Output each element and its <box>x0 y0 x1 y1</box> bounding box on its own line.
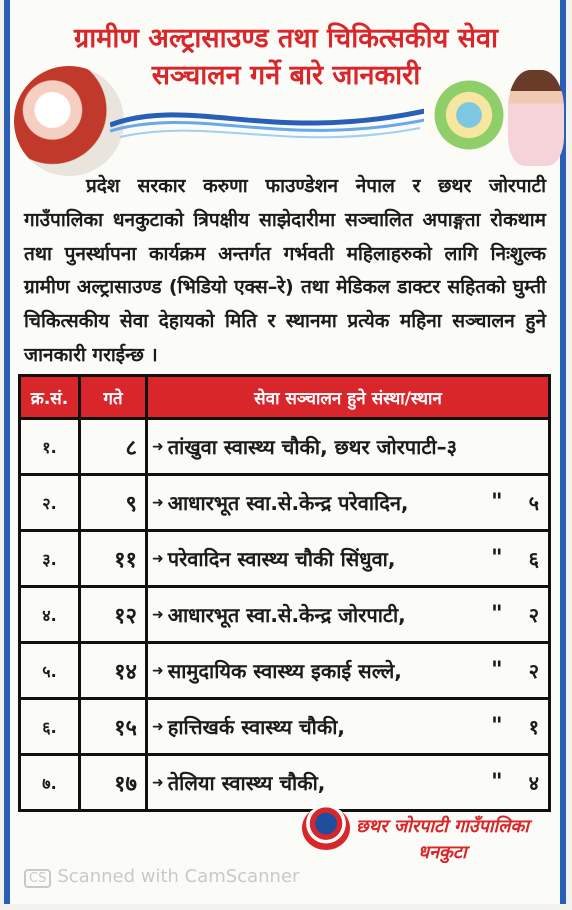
cell-serial: ५. <box>20 643 80 699</box>
pregnant-woman-illustration <box>508 70 564 166</box>
cell-place <box>147 475 550 531</box>
cell-date: १५ <box>80 699 147 755</box>
schedule-table <box>18 374 551 812</box>
wave-decoration <box>110 95 430 145</box>
place-name: तेलिया स्वास्थ्य चौकी, <box>167 771 326 795</box>
cell-serial: ४. <box>20 587 80 643</box>
poster-title-line1: ग्रामीण अल्ट्रासाउण्ड तथा चिकित्सकीय सेवा <box>74 23 498 54</box>
header-date: गते <box>80 376 147 419</box>
arrow-right-icon: ➜ <box>152 550 164 567</box>
ditto-mark: " <box>491 546 503 571</box>
cell-place <box>147 587 550 643</box>
place-name: परेवादिन स्वास्थ्य चौकी सिंधुवा, <box>167 547 396 571</box>
cell-serial: ६. <box>20 699 80 755</box>
cell-date: ८ <box>80 419 147 475</box>
header-serial: क्र.सं. <box>20 376 80 419</box>
table-row <box>20 531 550 587</box>
place-name: आधारभूत स्वा.से.केन्द्र जोरपाटी, <box>167 603 406 627</box>
table-row <box>20 755 550 811</box>
table-row <box>20 587 550 643</box>
arrow-right-icon: ➜ <box>152 606 164 623</box>
watermark-text: Scanned with CamScanner <box>57 866 300 887</box>
ward-number: २ <box>528 603 539 627</box>
org-district: धनकुटा <box>418 842 467 863</box>
cell-place <box>147 419 550 475</box>
cell-place <box>147 699 550 755</box>
cell-date: ९ <box>80 475 147 531</box>
place-name: हात्तिखर्क स्वास्थ्य चौकी, <box>167 715 345 739</box>
ditto-mark: " <box>491 714 503 739</box>
header-place: सेवा सञ्चालन हुने संस्था/स्थान <box>147 376 550 419</box>
cell-place <box>147 531 550 587</box>
municipality-logo <box>302 806 350 850</box>
place-name: आधारभूत स्वा.से.केन्द्र परेवादिन, <box>167 491 409 515</box>
ward-number: ५ <box>528 491 539 515</box>
cell-date: १४ <box>80 643 147 699</box>
scanner-watermark <box>24 866 299 888</box>
ditto-mark: " <box>491 602 503 627</box>
arrow-right-icon: ➜ <box>152 494 164 511</box>
notice-paragraph: प्रदेश सरकार करुणा फाउण्डेशन नेपाल र छथर जोरपाटी गाउँपालिका धनकुटाको त्रिपक्षीय साझेदारीमा सञ्चालित अपाङ्गता रोकथाम तथा पुनर्स्थापना कार्यक्रम अन्तर्गत गर्भवती महिलाहरुको लागि निःशुल्क ग्रामीण अल्ट्रासाउण्ड (भिडियो एक्स–रे) तथा मेडिकल डाक्टर सहितको घुम्ती चिकित्सकीय सेवा देहायको मिति र स्थानमा प्रत्येक महिना सञ्चालन हुने जानकारी गराईन्छ । <box>24 175 546 366</box>
cell-date: १२ <box>80 587 147 643</box>
ward-number: २ <box>528 659 539 683</box>
cell-serial: ३. <box>20 531 80 587</box>
cell-date: ११ <box>80 531 147 587</box>
ward-number: ६ <box>528 547 539 571</box>
cell-place <box>147 643 550 699</box>
table-row <box>20 419 550 475</box>
place-name: सामुदायिक स्वास्थ्य इकाई सल्ले, <box>167 659 402 683</box>
arrow-right-icon: ➜ <box>152 718 164 735</box>
ultrasound-illustration <box>424 80 514 150</box>
table-row <box>20 643 550 699</box>
table-header-row <box>20 376 550 419</box>
cell-serial: १. <box>20 419 80 475</box>
camscanner-icon: CS <box>24 869 51 888</box>
arrow-right-icon: ➜ <box>152 662 164 679</box>
cell-date: १७ <box>80 755 147 811</box>
ward-number: ४ <box>528 771 539 795</box>
cell-place <box>147 755 550 811</box>
ditto-mark: " <box>491 658 503 683</box>
arrow-right-icon: ➜ <box>152 774 164 791</box>
ditto-mark: " <box>491 770 503 795</box>
table-row <box>20 475 550 531</box>
org-name: छथर जोरपाटी गाउँपालिका <box>356 816 529 837</box>
place-name: तांखुवा स्वास्थ्य चौकी, छथर जोरपाटी–३ <box>167 435 458 459</box>
cell-serial: २. <box>20 475 80 531</box>
ward-number: १ <box>528 715 539 739</box>
poster-title-line2: सञ्चालन गर्ने बारे जानकारी <box>151 60 421 91</box>
doctor-patient-illustration <box>14 66 124 176</box>
ditto-mark: " <box>491 490 503 515</box>
arrow-right-icon: ➜ <box>152 438 164 455</box>
cell-serial: ७. <box>20 755 80 811</box>
table-row <box>20 699 550 755</box>
